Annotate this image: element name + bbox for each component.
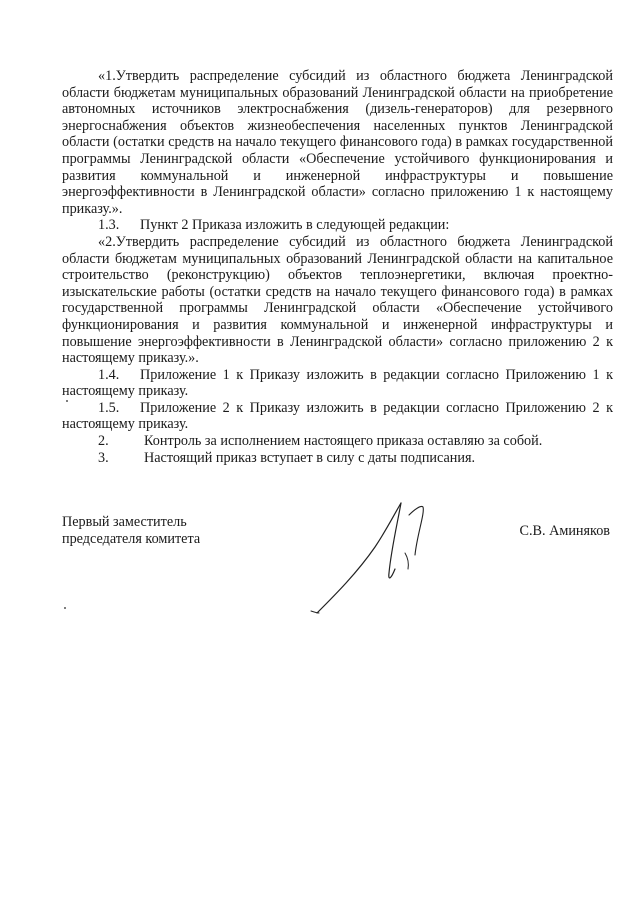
handwritten-signature — [305, 495, 445, 620]
item-number: 1.3. — [98, 217, 120, 234]
document-body — [62, 68, 613, 466]
signer-title-line-1: Первый заместитель — [62, 514, 187, 530]
item-text: Приложение 1 к Приказу изложить в редакции согласно Приложению 1 к настоящему приказу. — [62, 366, 613, 400]
item-1-3 — [62, 217, 613, 234]
item-number: 2. — [98, 433, 109, 450]
item-text: Настоящий приказ вступает в силу с даты подписания. — [144, 449, 476, 466]
item-text: Приложение 2 к Приказу изложить в редакции согласно Приложению 2 к настоящему приказу. — [62, 399, 613, 433]
item-3 — [62, 450, 613, 467]
paragraph-item-1: «1.Утвердить распределение субсидий из областного бюджета Ленинградской области бюджетам муниципальных образований Ленинградской области на приобретение автономных источников электроснабжения (дизель-генераторов) для резервного энергоснабжения объектов жизнеобеспечения населенных пунктов Ленинградской области (остатки средств на начало текущего финансового года) в рамках государственной программы Ленинградской области «Обеспечение устойчивого функционирования и развития коммунальной и инженерной инфраструктуры и повышение энергоэффективности в Ленинградской области» согласно приложению 1 к настоящему приказу.». — [62, 68, 613, 217]
item-text: Контроль за исполнением настоящего приказа оставляю за собой. — [144, 433, 543, 450]
item-1-4 — [62, 367, 613, 400]
item-1-5 — [62, 400, 613, 433]
signer-title-line-2: председателя комитета — [62, 531, 201, 547]
scan-speck — [64, 607, 66, 609]
paragraph-item-2: «2.Утвердить распределение субсидий из областного бюджета Ленинградской области бюджетам муниципальных образований Ленинградской области на капитальное строительство (реконструкцию) объектов теплоэнергетики, включая проектно-изыскательские работы (остатки средств на начало текущего финансового года) в рамках государственной программы Ленинградской области «Обеспечение устойчивого функционирования и развития коммунальной и инженерной инфраструктуры и повышение энергоэффективности в Ленинградской области» согласно приложению 2 к настоящему приказу.». — [62, 233, 613, 367]
item-number: 1.5. — [98, 399, 120, 416]
item-text: Пункт 2 Приказа изложить в следующей редакции: — [140, 217, 450, 234]
signer-title — [62, 514, 262, 548]
item-2 — [62, 433, 613, 450]
item-number: 3. — [98, 449, 109, 466]
item-number: 1.4. — [98, 366, 120, 383]
signer-name: С.В. Аминяков — [519, 523, 610, 539]
scan-speck — [66, 400, 68, 402]
